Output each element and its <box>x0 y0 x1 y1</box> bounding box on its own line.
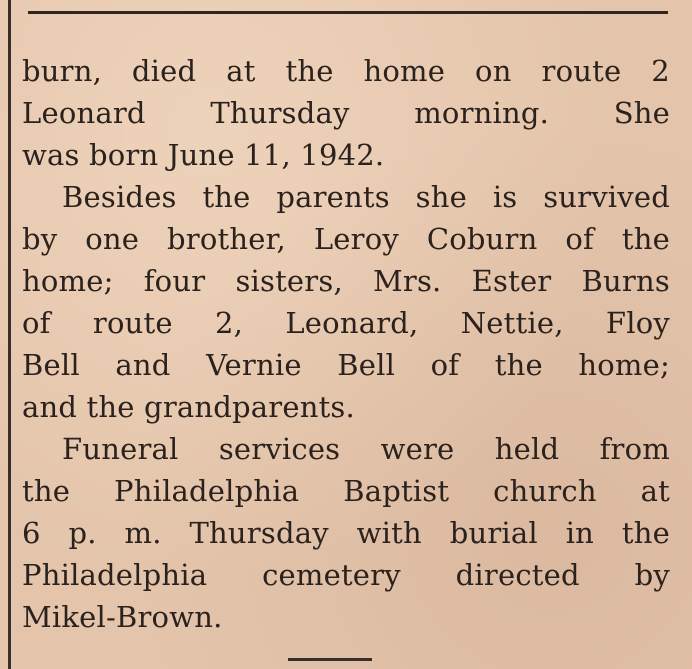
article-word: 6 <box>22 516 41 550</box>
article-word: with <box>356 516 422 550</box>
article-word: Leonard <box>22 96 146 130</box>
article-line <box>22 512 670 554</box>
article-word: from <box>599 432 670 466</box>
column-rule-top <box>28 11 668 14</box>
article-line <box>22 50 670 92</box>
column-divider-left <box>8 0 11 669</box>
article-word: Coburn <box>426 222 538 256</box>
article-line <box>22 554 670 596</box>
article-word: Philadelphia <box>114 474 300 508</box>
article-word: home; <box>578 348 670 382</box>
article-word: one <box>85 222 140 256</box>
article-word: morning. <box>414 96 550 130</box>
article-word: Leonard, <box>285 306 419 340</box>
article-line <box>22 302 670 344</box>
article-word: the <box>285 54 334 88</box>
article-line <box>22 386 670 428</box>
article-word: She <box>613 96 670 130</box>
article-line <box>22 260 670 302</box>
article-word: brother, <box>167 222 286 256</box>
article-word: Besides <box>62 180 177 214</box>
article-word: held <box>494 432 560 466</box>
article-word: Bell <box>337 348 396 382</box>
article-word: the <box>22 474 71 508</box>
article-line <box>22 218 670 260</box>
article-line <box>22 596 670 638</box>
article-word: route <box>541 54 622 88</box>
article-word: Thursday <box>210 96 350 130</box>
article-word: Floy <box>605 306 670 340</box>
article-word: she <box>415 180 467 214</box>
article-word: and <box>115 348 171 382</box>
article-word: Burns <box>581 264 670 298</box>
article-word: four <box>143 264 206 298</box>
article-line <box>22 470 670 512</box>
article-word: on <box>475 54 512 88</box>
article-word: of <box>565 222 594 256</box>
article-word: home; <box>22 264 114 298</box>
article-word: 2 <box>651 54 670 88</box>
article-word: cemetery <box>262 558 401 592</box>
article-line <box>22 134 670 176</box>
article-word: services <box>218 432 341 466</box>
article-word: of <box>22 306 51 340</box>
article-word: m. <box>124 516 162 550</box>
column-end-rule <box>288 658 372 661</box>
article-word: directed <box>455 558 580 592</box>
article-word: Mrs. <box>373 264 442 298</box>
article-line <box>22 176 670 218</box>
article-word: the <box>494 348 543 382</box>
article-word: survived <box>543 180 670 214</box>
article-word: by <box>634 558 670 592</box>
article-word: and the grandparents. <box>22 390 355 424</box>
article-word: burial <box>449 516 538 550</box>
article-word: of <box>430 348 460 382</box>
article-word: Philadelphia <box>22 558 208 592</box>
article-word: was born June 11, 1942. <box>22 138 385 172</box>
article-word: Thursday <box>189 516 329 550</box>
obituary-article-body <box>22 50 670 638</box>
article-word: the <box>621 222 670 256</box>
article-word: Nettie, <box>460 306 564 340</box>
article-word: at <box>226 54 256 88</box>
article-word: died <box>131 54 197 88</box>
article-word: Leroy <box>313 222 399 256</box>
article-word: burn, <box>22 54 102 88</box>
article-word: Mikel-Brown. <box>22 600 223 634</box>
article-word: were <box>380 432 455 466</box>
article-word: Bell <box>22 348 80 382</box>
article-word: in <box>565 516 595 550</box>
article-word: is <box>492 180 518 214</box>
article-word: sisters, <box>235 264 343 298</box>
article-line <box>22 428 670 470</box>
article-word: route <box>92 306 173 340</box>
article-word: the <box>621 516 670 550</box>
article-word: Baptist <box>343 474 450 508</box>
article-line <box>22 92 670 134</box>
article-line <box>22 344 670 386</box>
article-word: by <box>22 222 58 256</box>
article-word: Vernie <box>206 348 302 382</box>
article-word: parents <box>276 180 390 214</box>
article-word: at <box>640 474 670 508</box>
article-word: 2, <box>214 306 244 340</box>
article-word: p. <box>68 516 97 550</box>
article-word: Funeral <box>62 432 179 466</box>
article-word: church <box>493 474 597 508</box>
article-word: home <box>363 54 446 88</box>
article-word: the <box>202 180 251 214</box>
article-word: Ester <box>471 264 552 298</box>
